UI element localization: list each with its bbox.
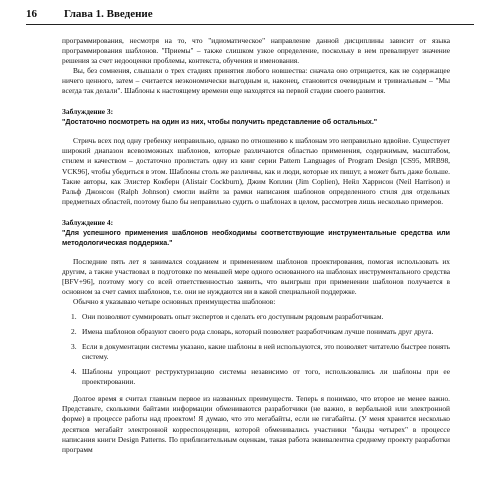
body-paragraph: программирования, несмотря на то, что "идиоматическое" направление данной дисциплины зависит от языка программирования шаблонов. "Приемы" – также слишком узкое определение, поскольку в нем превалирует значение решения за счет недооценки проблемы, контекста, обучения и именования. xyxy=(62,36,450,66)
body-paragraph: Обычно я указываю четыре основных преимущества шаблонов: xyxy=(73,297,276,307)
myth-3-heading: Заблуждение 3: xyxy=(62,107,114,117)
list-item-text: Шаблоны упрощают реструктуризацию системы независимо от того, использовались ли шаблоны при ее проектировании. xyxy=(82,367,450,387)
benefits-list xyxy=(62,312,450,387)
list-number: 4. xyxy=(71,367,77,377)
list-item xyxy=(62,342,450,362)
list-number: 3. xyxy=(71,342,77,352)
myth-4-quote: "Для успешного применения шаблонов необходимы соответствующие инструментальные средства или методологическая поддержка." xyxy=(62,228,450,247)
list-item xyxy=(62,327,450,337)
page-number: 16 xyxy=(26,8,37,20)
chapter-title: Глава 1. Введение xyxy=(64,8,153,20)
list-item-text: Имена шаблонов образуют своего рода словарь, который позволяет разработчикам лучше понимать друг друга. xyxy=(82,327,434,337)
list-item xyxy=(62,367,450,387)
list-number: 2. xyxy=(71,327,77,337)
list-number: 1. xyxy=(71,312,77,322)
myth-4-heading: Заблуждение 4: xyxy=(62,217,114,227)
list-item-text: Они позволяют суммировать опыт экспертов и сделать его доступным рядовым разработчикам. xyxy=(82,312,384,322)
running-header xyxy=(26,8,474,25)
page-body xyxy=(62,36,450,455)
myth-3-quote: "Достаточно посмотреть на один из них, чтобы получить представление об остальных." xyxy=(62,118,378,127)
body-paragraph: Стричь всех под одну гребенку неправильно, однако по отношению к шаблонам это неправильно вдвойне. Существует широкий диапазон всевозможных шаблонов, которые различаются областью применения, содержимым, масштабом, стилем и качеством – достаточно пролистать одну из книг серии Pattern Languages of Program Design [CS95, MRB98, VCK96], чтобы убедиться в этом. Шаблоны столь же различны, как и люди, которые их пишут, а может быть даже больше. Такие авторы, как Элистер Кокберн (Alistair Cockburn), Джим Коплин (Jim Coplien), Нейл Харрисон (Neil Harrison) и Ральф Джонсон (Ralph Johnson) смогли выйти за рамки написания шаблонов определенного стиля для отдельных предметных областей, поэтому было бы неправильно судить о шаблонах в целом, рассмотрев лишь несколько примеров. xyxy=(62,136,450,206)
body-paragraph: Вы, без сомнения, слышали о трех стадиях принятия любого новшества: сначала оно отрицается, как не содержащее ничего ценного, затем – считается неэкономически выгодным и, наконец, становится очевидным и тривиальным – "Мы всегда так делали". Шаблоны к настоящему времени еще находятся на первой стадии своего развития. xyxy=(62,66,450,96)
body-paragraph: Долгое время я считал главным первое из названных преимуществ. Теперь я понимаю, что второе не менее важно. Представьте, сколькими байтами информации обмениваются разработчики (не важно, в вербальной или электронной форме) в процессе работы над проектом! Я думаю, что это мегабайты, если не гигабайты. (У меня хранится несколько десятков мегабайт электронной корреспонденции, которой обменивались участники "банды четырех" в процессе написания книги Design Patterns. По приблизительным оценкам, такая работа эквивалентна среднему проекту разработки программ xyxy=(62,394,450,454)
list-item-text: Если в документации системы указано, какие шаблоны в ней используются, это позволяет читателю быстрее понять систему. xyxy=(82,342,450,362)
list-item xyxy=(62,312,450,322)
body-paragraph: Последние пять лет я занимался созданием и применением шаблонов проектирования, помогая использовать их другим, а также участвовал в подготовке по меньшей мере одного основанного на шаблонах инструментального средства [BFV+96], поэтому могу со всей ответственностью заявить, что выигрыш при применении шаблонов получается в основном за счет самих шаблонов, т.е. они не нуждаются ни в какой специальной поддержке. xyxy=(62,256,450,296)
